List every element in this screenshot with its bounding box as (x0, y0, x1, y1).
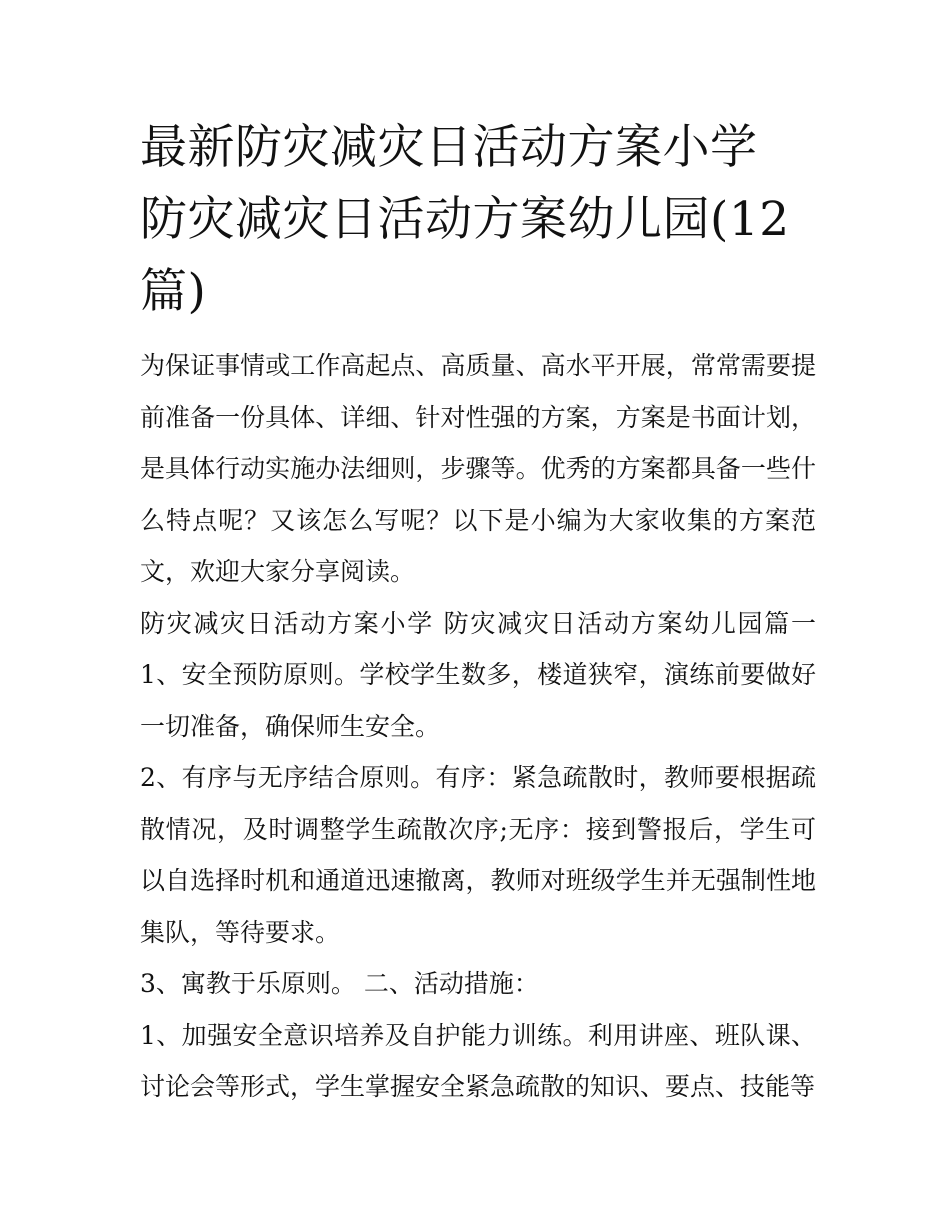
principle-three-paragraph: 3、寓教于乐原则。 二、活动措施： (140, 969, 539, 998)
document-page (140, 112, 816, 1113)
intro-paragraph: 为保证事情或工作高起点、高质量、高水平开展，常常需要提前准备一份具体、详细、针对性强的方案，方案是书面计划，是具体行动实施办法细则，步骤等。优秀的方案都具备一些什么特点呢？又该怎么写呢？以下是小编为大家收集的方案范文，欢迎大家分享阅读。 (140, 351, 816, 586)
measure-one-paragraph: 1、加强安全意识培养及自护能力训练。利用讲座、班队课、讨论会等形式，学生掌握安全紧急疏散的知识、要点、技能等 (140, 1020, 816, 1101)
document-title: 最新防灾减灾日活动方案小学 防灾减灾日活动方案幼儿园(12篇) (140, 120, 790, 319)
section-one-paragraph: 防灾减灾日活动方案小学 防灾减灾日活动方案幼儿园篇一 1、安全预防原则。学校学生数多，楼道狭窄，演练前要做好一切准备，确保师生安全。 (140, 608, 816, 741)
principle-two-paragraph: 2、有序与无序结合原则。有序：紧急疏散时，教师要根据疏散情况，及时调整学生疏散次序;无序：接到警报后，学生可以自选择时机和通道迅速撤离，教师对班级学生并无强制性地集队，等待要求。 (140, 763, 816, 947)
